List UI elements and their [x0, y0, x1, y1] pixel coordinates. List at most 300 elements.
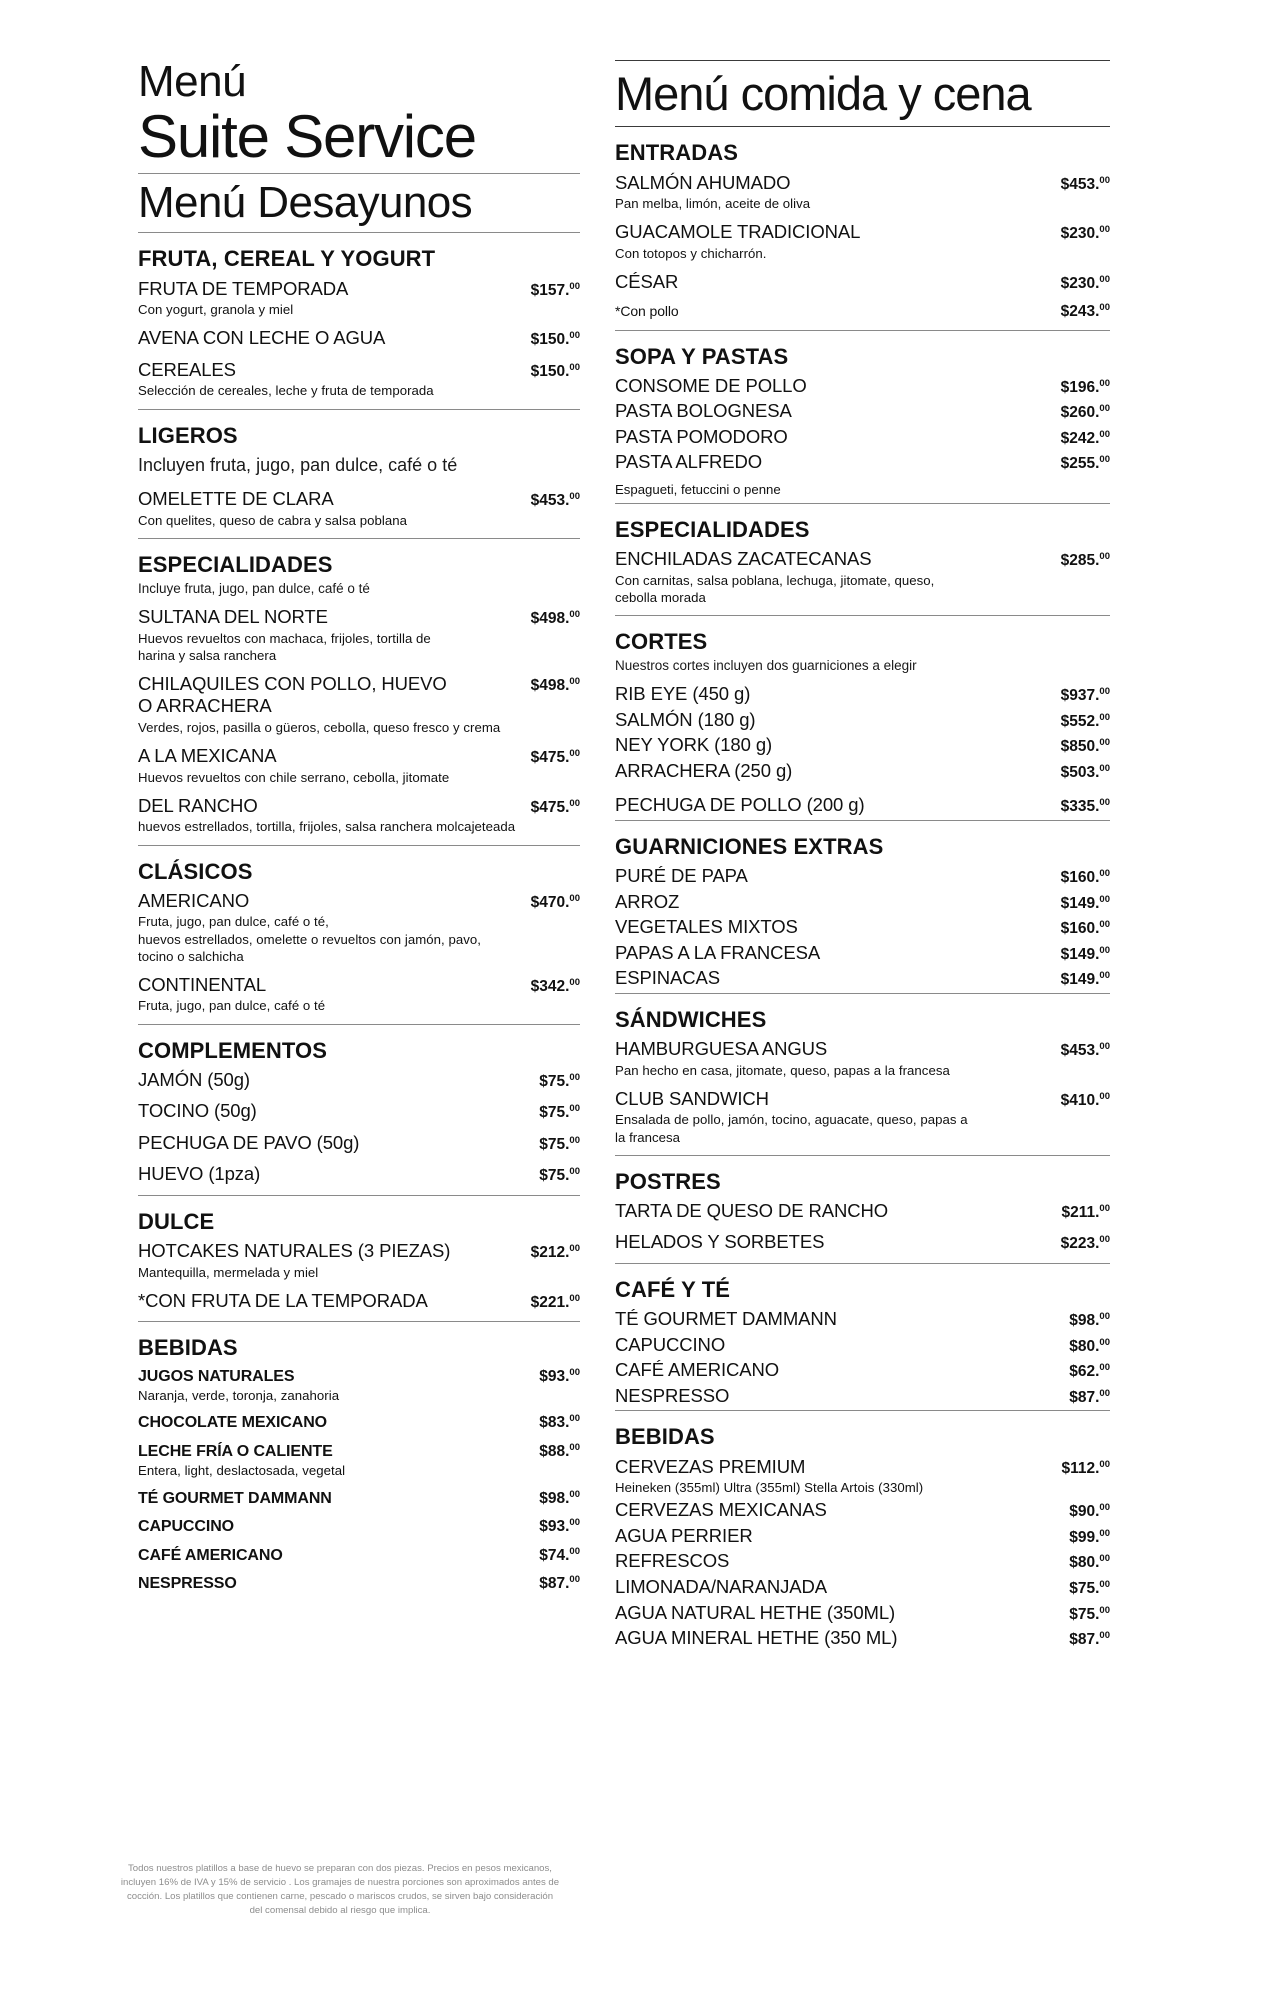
- price-cents: 00: [569, 1488, 580, 1500]
- menu-item-name: CHILAQUILES CON POLLO, HUEVO O ARRACHERA: [138, 672, 447, 717]
- menu-item: [615, 734, 1110, 757]
- menu-item: [615, 1456, 1110, 1497]
- menu-item-name: TÉ GOURMET DAMMANN: [138, 1489, 332, 1507]
- menu-item-row: [615, 734, 1110, 757]
- menu-item: [615, 548, 1110, 606]
- menu-item: [615, 760, 1110, 783]
- menu-item: [615, 1231, 1110, 1254]
- section-title-sopa-y-pastas: SOPA Y PASTAS: [615, 343, 789, 369]
- menu-item: [615, 865, 1110, 888]
- section-after-note-sopa-y-pastas: Espagueti, fetuccini o penne: [615, 481, 781, 497]
- section-title-sandwiches: SÁNDWICHES: [615, 1006, 767, 1032]
- menu-item-row: [138, 1546, 580, 1566]
- menu-item-row: [138, 745, 580, 768]
- price-cents: 00: [1099, 1604, 1110, 1616]
- menu-item-price: $453.00: [530, 491, 580, 510]
- menu-section-especialidades-cena: [615, 518, 1110, 606]
- dinner-sections: [615, 141, 1110, 1649]
- menu-item-name: *Con pollo: [615, 302, 679, 319]
- menu-item-row: [138, 327, 580, 350]
- menu-section-especialidades: [138, 553, 580, 836]
- menu-item: [138, 673, 580, 736]
- price-cents: 00: [569, 1516, 580, 1528]
- price-cents: 00: [1099, 893, 1110, 905]
- section-title-guarniciones-extras: GUARNICIONES EXTRAS: [615, 833, 884, 859]
- price-cents: 00: [569, 1243, 580, 1255]
- menu-item-name: CHOCOLATE MEXICANO: [138, 1414, 328, 1432]
- legal-footer: Todos nuestros platillos a base de huevo se preparan con dos piezas. Precios en pesos mexicanos, incluyen 16% de IVA y 15% de servicio . Los gramajes de nuestra porciones son aproximados antes de cocción. Los platillos que contienen carne, pescado o mariscos crudos, se sirven bajo consideración del comensal debido al riesgo que implica.: [120, 1863, 560, 1916]
- menu-item-price: $98.00: [539, 1488, 580, 1507]
- price-cents: 00: [1099, 970, 1110, 982]
- menu-item: [615, 1088, 1110, 1146]
- menu-item-description: Verdes, rojos, pasilla o güeros, cebolla, queso fresco y crema: [138, 720, 501, 736]
- menu-item-price: $150.00: [530, 330, 580, 349]
- menu-item-price: $242.00: [1060, 428, 1110, 447]
- menu-item-row: [615, 303, 1110, 321]
- menu-subtitle-desayunos: Menú Desayunos: [138, 178, 473, 228]
- menu-item-price: $503.00: [1060, 762, 1110, 781]
- menu-item-price: $475.00: [530, 797, 580, 816]
- price-cents: 00: [1099, 301, 1110, 313]
- menu-item-price: $470.00: [530, 892, 580, 911]
- menu-item: [138, 1240, 580, 1281]
- menu-item-name: ESPINACAS: [615, 967, 720, 989]
- menu-item: [615, 1627, 1110, 1650]
- menu-item-name: AGUA MINERAL HETHE (350 ML): [615, 1627, 898, 1649]
- menu-item-name: PURÉ DE PAPA: [615, 865, 748, 887]
- menu-item: [615, 916, 1110, 939]
- menu-item-row: [615, 1385, 1110, 1408]
- menu-item: [615, 426, 1110, 449]
- menu-item-name: LECHE FRÍA O CALIENTE: [138, 1442, 333, 1460]
- menu-item-name: HELADOS Y SORBETES: [615, 1231, 825, 1253]
- menu-item-row: [615, 683, 1110, 706]
- menu-item-row: [615, 1627, 1110, 1650]
- menu-item-price: $75.00: [539, 1071, 580, 1090]
- menu-item-price: $212.00: [530, 1243, 580, 1262]
- menu-item-price: $475.00: [530, 748, 580, 767]
- section-divider: [138, 1024, 580, 1025]
- menu-item: [138, 1517, 580, 1537]
- menu-item-price: $90.00: [1069, 1502, 1110, 1521]
- menu-item-row: [138, 673, 580, 718]
- price-cents: 00: [1099, 797, 1110, 809]
- price-cents: 00: [1099, 685, 1110, 697]
- price-cents: 00: [569, 1366, 580, 1378]
- price-cents: 00: [1099, 403, 1110, 415]
- menu-item: [138, 745, 580, 786]
- menu-item-description: Con carnitas, salsa poblana, lechuga, jitomate, queso, cebolla morada: [615, 572, 935, 605]
- menu-item-description: Con totopos y chicharrón.: [615, 245, 767, 261]
- menu-item: [615, 375, 1110, 398]
- menu-section-bebidas-desayuno: [138, 1336, 580, 1593]
- menu-section-cortes: [615, 630, 1110, 817]
- section-title-fruta-cereal-yogurt: FRUTA, CEREAL Y YOGURT: [138, 246, 436, 272]
- price-cents: 00: [569, 976, 580, 988]
- menu-item-row: [138, 1442, 580, 1462]
- price-cents: 00: [1099, 1202, 1110, 1214]
- menu-item: [615, 451, 1110, 474]
- menu-item-row: [138, 1517, 580, 1537]
- menu-item-name: HUEVO (1pza): [138, 1163, 261, 1185]
- price-cents: 00: [569, 1545, 580, 1557]
- section-divider: [138, 409, 580, 410]
- section-title-clasicos: CLÁSICOS: [138, 858, 253, 884]
- menu-item: [615, 709, 1110, 732]
- section-title-especialidades-cena: ESPECIALIDADES: [615, 516, 810, 542]
- menu-item-price: $99.00: [1069, 1527, 1110, 1546]
- menu-item-name: PAPAS A LA FRANCESA: [615, 941, 821, 963]
- menu-item-name: TÉ GOURMET DAMMANN: [615, 1308, 837, 1330]
- menu-item-name: SALMÓN AHUMADO: [615, 171, 791, 193]
- menu-item-row: [615, 891, 1110, 914]
- menu-item-name: CLUB SANDWICH: [615, 1087, 769, 1109]
- menu-item-row: [615, 794, 1110, 817]
- menu-item-name: JUGOS NATURALES: [138, 1367, 295, 1385]
- price-cents: 00: [1099, 1553, 1110, 1565]
- menu-item-row: [615, 1359, 1110, 1382]
- price-cents: 00: [1099, 1578, 1110, 1590]
- menu-item: [138, 795, 580, 836]
- price-cents: 00: [569, 330, 580, 342]
- menu-item-price: $75.00: [1069, 1604, 1110, 1623]
- menu-item-name: CONTINENTAL: [138, 973, 267, 995]
- menu-item-description: Huevos revueltos con machaca, frijoles, tortilla de harina y salsa ranchera: [138, 630, 431, 663]
- menu-item-price: $80.00: [1069, 1553, 1110, 1572]
- menu-item-name: JAMÓN (50g): [138, 1068, 250, 1090]
- menu-item-row: [615, 1550, 1110, 1573]
- menu-section-bebidas-cena: [615, 1425, 1110, 1649]
- price-cents: 00: [1099, 867, 1110, 879]
- menu-item-name: OMELETTE DE CLARA: [138, 488, 334, 510]
- price-cents: 00: [1099, 737, 1110, 749]
- menu-item-name: PECHUGA DE PAVO (50g): [138, 1131, 360, 1153]
- section-divider: [138, 845, 580, 846]
- menu-item-row: [615, 375, 1110, 398]
- menu-item-name: VEGETALES MIXTOS: [615, 916, 798, 938]
- menu-item-row: [615, 426, 1110, 449]
- menu-item-price: $335.00: [1060, 797, 1110, 816]
- menu-item-description: Ensalada de pollo, jamón, tocino, aguacate, queso, papas a la francesa: [615, 1112, 968, 1145]
- section-divider: [138, 1195, 580, 1196]
- menu-item-price: $498.00: [530, 608, 580, 628]
- menu-section-sopa-y-pastas: [615, 345, 1110, 497]
- menu-item: [615, 1576, 1110, 1599]
- menu-item: [615, 967, 1110, 990]
- dinner-menu-column: [605, 0, 1270, 2008]
- menu-section-sandwiches: [615, 1008, 1110, 1146]
- menu-item: [138, 1069, 580, 1092]
- menu-item: [615, 683, 1110, 706]
- price-cents: 00: [1099, 1387, 1110, 1399]
- price-cents: 00: [569, 1166, 580, 1178]
- menu-item-description: Entera, light, deslactosada, vegetal: [138, 1463, 346, 1479]
- menu-item-price: $149.00: [1060, 970, 1110, 989]
- section-divider: [615, 1155, 1110, 1156]
- menu-item-name: SULTANA DEL NORTE: [138, 606, 328, 628]
- menu-item-row: [615, 1308, 1110, 1331]
- menu-item-row: [138, 606, 580, 629]
- price-cents: 00: [569, 1441, 580, 1453]
- section-title-bebidas-cena: BEBIDAS: [615, 1424, 715, 1450]
- price-cents: 00: [1099, 551, 1110, 562]
- menu-item: [615, 221, 1110, 262]
- menu-item-row: [615, 400, 1110, 423]
- menu-item-row: [138, 1413, 580, 1433]
- menu-section-guarniciones-extras: [615, 835, 1110, 990]
- price-cents: 00: [1099, 428, 1110, 440]
- menu-item-price: $87.00: [1069, 1630, 1110, 1649]
- menu-item-price: $75.00: [539, 1103, 580, 1122]
- menu-item-price: $93.00: [539, 1366, 580, 1385]
- menu-item-row: [615, 1231, 1110, 1254]
- menu-item-price: $850.00: [1060, 737, 1110, 756]
- menu-item: [138, 1367, 580, 1405]
- section-title-cortes: CORTES: [615, 629, 708, 655]
- menu-item-row: [615, 271, 1110, 294]
- menu-item: [615, 1334, 1110, 1357]
- menu-item-description: huevos estrellados, tortilla, frijoles, salsa ranchera molcajeteada: [138, 819, 516, 835]
- menu-item-row: [138, 1069, 580, 1092]
- menu-item-row: [615, 1499, 1110, 1522]
- menu-item-description: Huevos revueltos con chile serrano, cebolla, jitomate: [138, 769, 450, 785]
- menu-item-name: CONSOME DE POLLO: [615, 374, 807, 396]
- menu-item-name: REFRESCOS: [615, 1550, 730, 1572]
- menu-item: [615, 1359, 1110, 1382]
- menu-item-price: $221.00: [530, 1292, 580, 1311]
- menu-item: [138, 1442, 580, 1480]
- price-cents: 00: [569, 675, 580, 687]
- menu-item-name: CERVEZAS PREMIUM: [615, 1455, 806, 1477]
- menu-item: [615, 172, 1110, 213]
- menu-item-row: [615, 942, 1110, 965]
- price-cents: 00: [1099, 1458, 1110, 1470]
- menu-item-price: $157.00: [530, 280, 580, 299]
- menu-item-price: $223.00: [1060, 1234, 1110, 1253]
- menu-item-price: $149.00: [1060, 944, 1110, 963]
- section-divider: [138, 538, 580, 539]
- menu-item-name: FRUTA DE TEMPORADA: [138, 277, 349, 299]
- menu-item: [615, 400, 1110, 423]
- menu-item-price: $74.00: [539, 1545, 580, 1564]
- breakfast-menu-column: [0, 0, 605, 2008]
- menu-item-name: NESPRESSO: [138, 1575, 237, 1593]
- menu-section-entradas: [615, 141, 1110, 320]
- menu-item-price: $87.00: [539, 1573, 580, 1593]
- menu-item-row: [138, 1489, 580, 1509]
- menu-item-row: [615, 451, 1110, 474]
- menu-item: [138, 1574, 580, 1594]
- section-note-ligeros: Incluyen fruta, jugo, pan dulce, café o té: [138, 454, 458, 475]
- price-cents: 00: [1099, 1234, 1110, 1246]
- menu-item-row: [615, 1602, 1110, 1625]
- price-cents: 00: [569, 797, 580, 809]
- price-cents: 00: [569, 1103, 580, 1115]
- menu-item-price: $75.00: [539, 1134, 580, 1153]
- section-title-bebidas-desayuno: BEBIDAS: [138, 1335, 238, 1361]
- section-divider: [615, 330, 1110, 331]
- section-divider: [615, 1263, 1110, 1264]
- title-divider: [138, 173, 580, 174]
- menu-item-name: *CON FRUTA DE LA TEMPORADA: [138, 1289, 428, 1311]
- menu-item-name: PASTA BOLOGNESA: [615, 400, 792, 422]
- menu-item-row: [138, 1100, 580, 1123]
- menu-item: [615, 271, 1110, 294]
- menu-item: [138, 1132, 580, 1155]
- menu-item-price: $87.00: [1069, 1387, 1110, 1406]
- menu-item-row: [615, 221, 1110, 244]
- price-cents: 00: [569, 1573, 580, 1585]
- section-title-cafe-y-te: CAFÉ Y TÉ: [615, 1277, 731, 1302]
- menu-item-name: HOTCAKES NATURALES (3 PIEZAS): [138, 1240, 451, 1262]
- menu-item-row: [138, 974, 580, 997]
- menu-item-name: TOCINO (50g): [138, 1100, 257, 1122]
- menu-item-description: Heineken (355ml) Ultra (355ml) Stella Artois (330ml): [615, 1480, 924, 1496]
- menu-item-price: $498.00: [530, 675, 580, 694]
- menu-item-price: $75.00: [539, 1166, 580, 1185]
- menu-item: [615, 1308, 1110, 1331]
- menu-item-price: $112.00: [1061, 1458, 1110, 1477]
- menu-item-price: $196.00: [1060, 377, 1110, 396]
- menu-item: [138, 1290, 580, 1313]
- menu-item-row: [615, 967, 1110, 990]
- menu-item-name: A LA MEXICANA: [138, 745, 277, 767]
- menu-item-name: CAFÉ AMERICANO: [615, 1359, 780, 1381]
- menu-item-description: Selección de cereales, leche y fruta de temporada: [138, 383, 434, 399]
- menu-item: [138, 1489, 580, 1509]
- menu-item-name: PECHUGA DE POLLO (200 g): [615, 794, 865, 816]
- menu-item-price: $93.00: [539, 1516, 580, 1536]
- menu-item-price: $260.00: [1060, 403, 1110, 422]
- price-cents: 00: [1099, 273, 1110, 285]
- menu-item-description: Fruta, jugo, pan dulce, café o té, huevos estrellados, omelette o revueltos con jamón, pavo, tocino o salchicha: [138, 914, 481, 964]
- menu-item-row: [138, 1240, 580, 1263]
- menu-item-name: GUACAMOLE TRADICIONAL: [615, 221, 861, 243]
- price-cents: 00: [1099, 1362, 1110, 1374]
- menu-item-row: [615, 1525, 1110, 1548]
- menu-item: [138, 1546, 580, 1566]
- menu-section-ligeros: [138, 424, 580, 529]
- menu-item-name: PASTA ALFREDO: [615, 451, 763, 473]
- dinner-menu-title: Menú comida y cena: [615, 67, 1031, 120]
- menu-item: [615, 1038, 1110, 1079]
- menu-item-row: [615, 1038, 1110, 1061]
- price-cents: 00: [1099, 174, 1110, 186]
- menu-item-price: $453.00: [1060, 1040, 1110, 1060]
- menu-item: [138, 1100, 580, 1123]
- menu-item-description: Pan hecho en casa, jitomate, queso, papas a la francesa: [615, 1062, 950, 1078]
- menu-item-row: [138, 359, 580, 382]
- price-cents: 00: [1099, 1040, 1110, 1052]
- menu-item: [615, 891, 1110, 914]
- menu-item: [615, 1602, 1110, 1625]
- menu-item-description: Pan melba, limón, aceite de oliva: [615, 196, 811, 212]
- menu-item-row: [138, 795, 580, 818]
- menu-item-row: [615, 1456, 1110, 1479]
- menu-item-row: [138, 1132, 580, 1155]
- menu-item-name: HAMBURGUESA ANGUS: [615, 1038, 828, 1060]
- menu-item-row: [615, 548, 1110, 571]
- menu-item-price: $150.00: [530, 361, 580, 380]
- menu-item-row: [615, 1334, 1110, 1357]
- menu-item-row: [615, 916, 1110, 939]
- menu-item-price: $230.00: [1060, 224, 1110, 243]
- menu-item-name: AGUA PERRIER: [615, 1524, 753, 1546]
- menu-item-row: [615, 709, 1110, 732]
- menu-item: [138, 890, 580, 965]
- price-cents: 00: [1099, 377, 1110, 389]
- menu-item-name: LIMONADA/NARANJADA: [615, 1576, 828, 1598]
- menu-item-row: [615, 1576, 1110, 1599]
- menu-item-row: [138, 278, 580, 301]
- menu-section-dulce: [138, 1210, 580, 1312]
- menu-section-fruta-cereal-yogurt: [138, 247, 580, 399]
- menu-item-price: $88.00: [539, 1441, 580, 1460]
- price-cents: 00: [569, 1413, 580, 1425]
- section-title-complementos: COMPLEMENTOS: [138, 1037, 328, 1063]
- menu-item-description: Con yogurt, granola y miel: [138, 302, 294, 318]
- menu-item-name: ENCHILADAS ZACATECANAS: [615, 548, 872, 570]
- menu-item-row: [615, 1200, 1110, 1223]
- menu-item-name: PASTA POMODORO: [615, 425, 788, 447]
- menu-item-price: $410.00: [1060, 1090, 1110, 1109]
- menu-item-price: $149.00: [1060, 893, 1110, 912]
- menu-item: [615, 1200, 1110, 1223]
- menu-title-line2: Suite Service: [138, 103, 476, 170]
- menu-item: [615, 303, 1110, 321]
- menu-item-price: $211.00: [1061, 1202, 1110, 1221]
- menu-item-price: $453.00: [1060, 174, 1110, 193]
- price-cents: 00: [1099, 1311, 1110, 1323]
- section-note-especialidades: Incluye fruta, jugo, pan dulce, café o té: [138, 581, 370, 597]
- menu-item-row: [615, 172, 1110, 195]
- right-title-bottom-divider: [615, 126, 1110, 127]
- menu-item: [138, 1163, 580, 1186]
- menu-item-row: [138, 1290, 580, 1313]
- section-divider: [615, 820, 1110, 821]
- menu-item: [615, 794, 1110, 817]
- menu-item: [615, 1385, 1110, 1408]
- section-title-especialidades: ESPECIALIDADES: [138, 551, 333, 577]
- menu-item-row: [615, 865, 1110, 888]
- menu-item-row: [138, 1163, 580, 1186]
- section-title-entradas: ENTRADAS: [615, 140, 739, 166]
- menu-item-row: [138, 1574, 580, 1594]
- menu-item-price: $285.00: [1060, 551, 1110, 570]
- price-cents: 00: [1099, 944, 1110, 956]
- menu-item-name: CÉSAR: [615, 270, 679, 292]
- price-cents: 00: [1099, 1090, 1110, 1102]
- menu-item-price: $80.00: [1069, 1336, 1110, 1355]
- menu-item-price: $160.00: [1060, 919, 1110, 938]
- menu-item-name: RIB EYE (450 g): [615, 683, 751, 705]
- price-cents: 00: [569, 748, 580, 760]
- section-divider: [138, 1321, 580, 1322]
- menu-item: [615, 1499, 1110, 1522]
- section-divider: [615, 993, 1110, 994]
- menu-item: [138, 327, 580, 350]
- menu-section-postres: [615, 1170, 1110, 1254]
- menu-item: [615, 1550, 1110, 1573]
- menu-item-name: SALMÓN (180 g): [615, 708, 756, 730]
- menu-item-price: $75.00: [1069, 1578, 1110, 1598]
- price-cents: 00: [569, 892, 580, 904]
- price-cents: 00: [569, 1292, 580, 1304]
- menu-item-name: ARRACHERA (250 g): [615, 759, 793, 781]
- section-title-postres: POSTRES: [615, 1168, 721, 1194]
- menu-item: [138, 1413, 580, 1433]
- menu-title-line1: Menú: [138, 57, 247, 106]
